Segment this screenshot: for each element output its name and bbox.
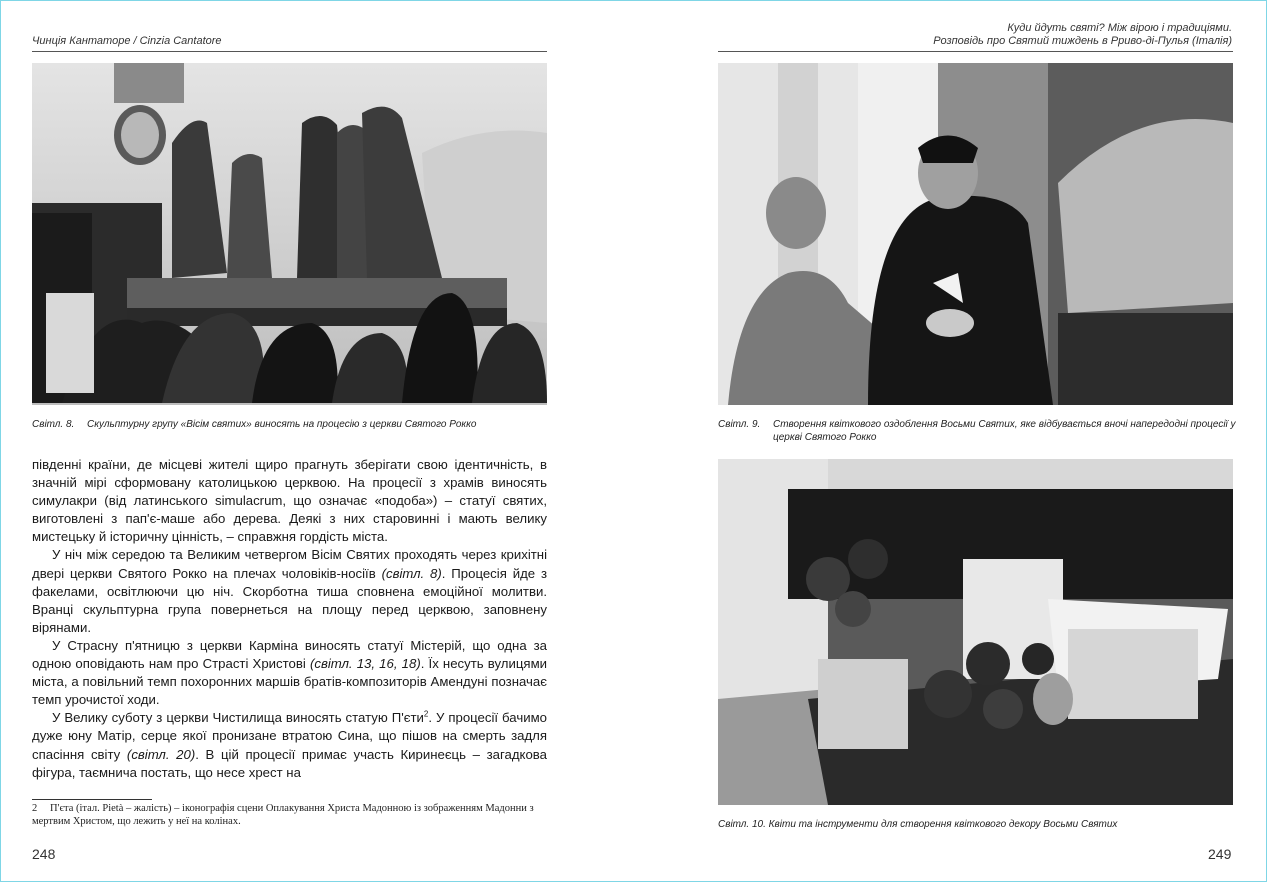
figure9-caption-text: Створення квіткового оздоблення Восьми Святих, яке відбувається вночі напередодні процесії у церкві Святого Рокко xyxy=(773,419,1236,443)
figure-ref-20: (світл. 20) xyxy=(126,746,196,762)
figure10-caption xyxy=(718,818,1238,831)
figure9-caption xyxy=(718,418,1238,444)
figure9-number: Світл. 9. xyxy=(718,419,761,430)
footnote xyxy=(32,802,552,828)
left-page xyxy=(1,1,633,881)
page-number-left: 248 xyxy=(32,846,56,862)
page-number-right: 249 xyxy=(1208,846,1232,862)
figure-ref-8: (світл. 8) xyxy=(381,565,442,581)
photo-floral-decoration-work xyxy=(718,63,1233,405)
header-rule-left xyxy=(32,51,547,52)
footnote-text: П'єта (італ. Pietà – жалість) – іконографія сцени Оплакування Христа Мадонною із зображенням Мадонни з мертвим Христом, що лежить у неї на колінах. xyxy=(32,803,534,827)
p3-text-a: У Страсну п'ятницю з церкви Карміна виносять статуї Містерій, що одна за одною оповідають нам про Страсті Христові xyxy=(32,637,547,672)
figure10-number: Світл. 10. xyxy=(718,819,766,830)
paragraph-2 xyxy=(32,546,547,636)
right-page xyxy=(634,1,1266,881)
footnote-number: 2 xyxy=(32,803,38,814)
p4-text-c: . В цій процесії примає участь Киринеєць – загадкова фігура, таємнича постать, що несе хрест на xyxy=(32,746,547,780)
body-text xyxy=(32,456,547,782)
running-head-right-line1: Куди йдуть святі? Між вірою і традиціями. xyxy=(1007,22,1232,34)
figure-ref-13-16-18: (світл. 13, 16, 18) xyxy=(309,656,421,672)
figure8-caption xyxy=(32,418,572,431)
p4-text-b: . У процесії бачимо дуже юну Матір, серце якої пронизане втратою Сина, що пішов на смерть задля спасіння світу xyxy=(32,710,547,762)
header-rule-right xyxy=(718,51,1233,52)
footnote-marker: 2 xyxy=(423,709,429,719)
photo-saints-procession xyxy=(32,63,547,405)
photo-flowers-and-tools xyxy=(718,459,1233,805)
figure8-number: Світл. 8. xyxy=(32,419,75,430)
running-head-left: Чинція Кантаторе / Cinzia Cantatore xyxy=(32,35,222,47)
running-head-right xyxy=(933,22,1232,48)
figure8-caption-text: Скульптурну групу «Вісім святих» виносять на процесію з церкви Святого Рокко xyxy=(87,419,477,430)
p4-text-a: У Велику суботу з церкви Чистилища виносять статую П'єти xyxy=(52,710,424,726)
paragraph-4 xyxy=(32,709,547,781)
p2-text-a: У ніч між середою та Великим четвергом Вісім Святих проходять через крихітні двері церкви Святого Рокко на плечах чоловіків-носіїв xyxy=(32,547,547,581)
paragraph-3 xyxy=(32,637,547,709)
p2-text-b: . Процесія йде з факелами, освітлюючи цю ніч. Скорботна тиша сповнена емоційної молитви. Вранці скульптурна група повернеться на площу перед церквою, заповнену вірянами. xyxy=(32,565,547,635)
p3-text-b: . Їх несуть вулицями міста, а повільний темп похоронних маршів братів-композиторів Амендуні позначає темп урочистої ходи. xyxy=(32,656,548,708)
figure10-caption-text: Квіти та інструменти для створення квіткового декору Восьми Святих xyxy=(768,819,1118,830)
paragraph-1: південні країни, де місцеві жителі щиро прагнуть зберігати свою ідентичність, в значній мірі сформовану католицькою церквою. На процесії з храмів виносять симулакри (від латинського simulacrum, що означає «подоба») – статуї святих, виготовлені з пап'є-маше або дерева. Деякі з них старовинні і мають велику мистецьку й історичну цінність, – справжня гордість міста. xyxy=(32,457,547,545)
footnote-rule xyxy=(32,799,152,800)
running-head-right-line2: Розповідь про Святий тиждень в Рриво-ді-Пулья (Італія) xyxy=(933,35,1232,47)
